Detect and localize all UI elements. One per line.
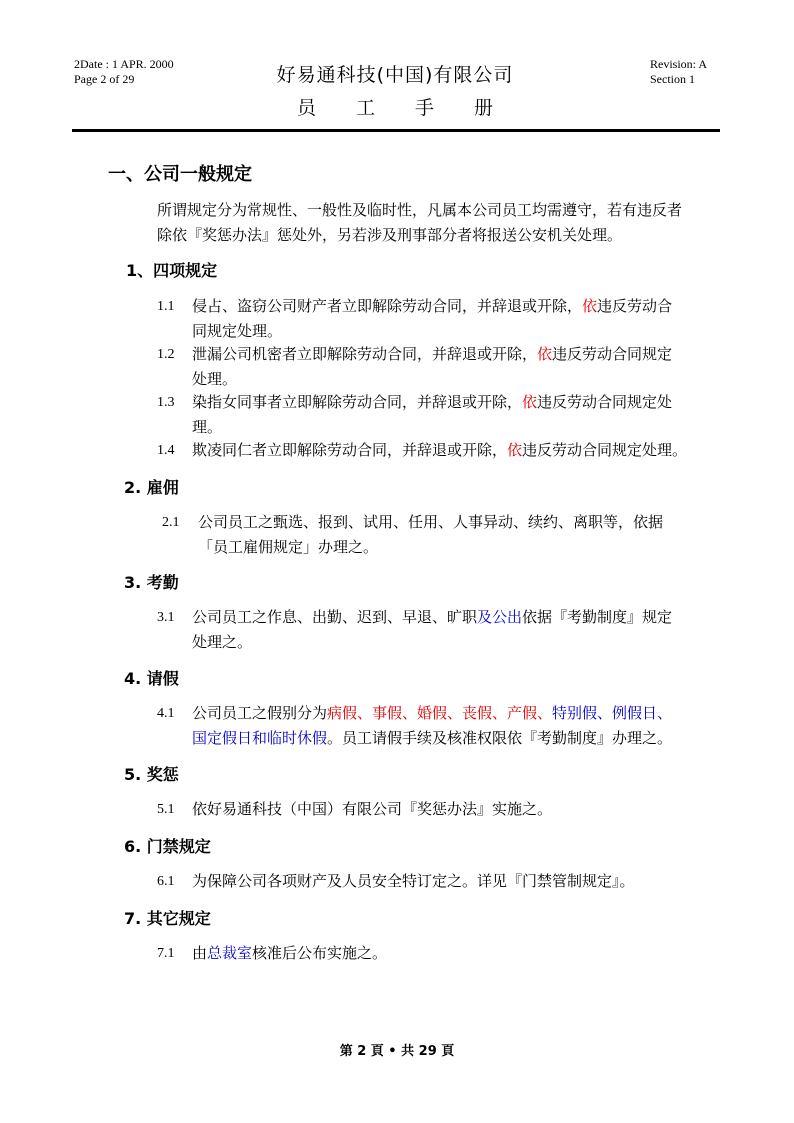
item-text-highlight: 依 bbox=[537, 345, 553, 363]
item-text-part: 依据『考勤制度』规定 bbox=[522, 608, 673, 626]
item-text bbox=[192, 605, 672, 655]
page-footer: 第 2 頁 • 共 29 頁 bbox=[339, 1044, 455, 1059]
intro-line: 所谓规定分为常规性、一般性及临时性，凡属本公司员工均需遵守，若有违反者 bbox=[157, 201, 683, 219]
item-text bbox=[192, 294, 672, 344]
item-text-part: 违反劳动合同规定处理。 bbox=[522, 441, 688, 459]
item-number: 1.3 bbox=[157, 395, 175, 410]
header-page: Page 2 of 29 bbox=[74, 72, 135, 86]
item-number: 1.4 bbox=[157, 443, 175, 458]
header-meta-right bbox=[650, 57, 707, 87]
item-text-line: 同规定处理。 bbox=[192, 322, 283, 340]
item-text-part: 染指女同事者立即解除劳动合同，并辞退或开除， bbox=[192, 393, 523, 411]
header-company-name: 好易通科技(中国)有限公司 bbox=[276, 64, 514, 86]
item-text-part: 核准后公布实施之。 bbox=[252, 944, 388, 962]
item-text-line: 理。 bbox=[192, 418, 223, 436]
item-text: 为保障公司各项财产及人员安全特订定之。详见『门禁管制规定』。 bbox=[192, 872, 635, 890]
item-text-part: 泄漏公司机密者立即解除劳动合同，并辞退或开除， bbox=[192, 345, 538, 363]
header-revision: Revision: A bbox=[650, 57, 708, 71]
item-number: 4.1 bbox=[157, 706, 175, 721]
section-title: 一、公司一般规定 bbox=[108, 164, 252, 185]
intro-line: 除依『奖惩办法』惩处外，另若涉及刑事部分者将报送公安机关处理。 bbox=[157, 226, 623, 244]
item-text-part: 违反劳动合同规定 bbox=[552, 345, 673, 363]
item-number: 3.1 bbox=[157, 610, 175, 625]
item-text-highlight-blue: 国定假日和临时休假 bbox=[192, 729, 328, 747]
item-text bbox=[192, 701, 672, 751]
item-text-part: 违反劳动合 bbox=[597, 297, 673, 315]
item-text-highlight-blue: 特别假、例假日、 bbox=[552, 704, 673, 722]
header-rule bbox=[72, 129, 720, 132]
list-item bbox=[157, 941, 717, 966]
item-text-highlight: 总裁室 bbox=[207, 944, 253, 962]
item-text-line: 处理。 bbox=[192, 370, 238, 388]
manual-char: 册 bbox=[474, 97, 494, 119]
list-item bbox=[157, 869, 717, 894]
subsection-title-7: 7. 其它规定 bbox=[124, 909, 211, 928]
header-manual-title bbox=[200, 93, 590, 120]
subsection-title-6: 6. 门禁规定 bbox=[124, 837, 211, 856]
item-text-part: 公司员工之假别分为 bbox=[192, 704, 328, 722]
subsection-title-4: 4. 请假 bbox=[124, 669, 179, 688]
manual-char: 工 bbox=[355, 97, 375, 119]
intro-paragraph bbox=[157, 198, 717, 248]
item-text-highlight: 及公出 bbox=[477, 608, 523, 626]
item-number: 1.1 bbox=[157, 299, 175, 314]
item-text-highlight: 依 bbox=[507, 441, 523, 459]
item-text bbox=[192, 438, 687, 463]
item-number: 7.1 bbox=[157, 946, 175, 961]
item-number: 5.1 bbox=[157, 802, 175, 817]
item-number: 6.1 bbox=[157, 874, 175, 889]
item-text-part: 。员工请假手续及核准权限依『考勤制度』办理之。 bbox=[327, 729, 673, 747]
header-date: 2Date : 1 APR. 2000 bbox=[74, 57, 174, 71]
item-text bbox=[198, 510, 663, 560]
manual-char: 员 bbox=[296, 97, 316, 119]
item-text: 依好易通科技（中国）有限公司『奖惩办法』实施之。 bbox=[192, 800, 553, 818]
item-text bbox=[192, 941, 387, 966]
list-item bbox=[162, 510, 717, 560]
manual-char: 手 bbox=[415, 97, 435, 119]
item-text-highlight: 依 bbox=[582, 297, 598, 315]
item-text-line: 处理之。 bbox=[192, 633, 253, 651]
list-item bbox=[157, 438, 717, 463]
item-text bbox=[192, 390, 672, 440]
item-text-highlight: 依 bbox=[522, 393, 538, 411]
item-text-part: 公司员工之作息、出勤、迟到、早退、旷职 bbox=[192, 608, 478, 626]
header-meta-left bbox=[74, 57, 174, 87]
list-item bbox=[157, 797, 717, 822]
item-number: 1.2 bbox=[157, 347, 175, 362]
item-text-part: 由 bbox=[192, 944, 208, 962]
item-text-part: 侵占、盗窃公司财产者立即解除劳动合同，并辞退或开除， bbox=[192, 297, 583, 315]
list-item bbox=[157, 390, 717, 440]
item-text bbox=[192, 342, 672, 392]
subsection-title-5: 5. 奖惩 bbox=[124, 765, 179, 784]
item-text-line: 公司员工之甄选、报到、试用、任用、人事异动、续约、离职等，依据 bbox=[198, 513, 664, 531]
item-number: 2.1 bbox=[162, 515, 180, 530]
subsection-title-1: 1、四项规定 bbox=[126, 261, 218, 280]
list-item bbox=[157, 605, 717, 655]
header-section: Section 1 bbox=[650, 72, 695, 86]
list-item bbox=[157, 342, 717, 392]
subsection-title-3: 3. 考勤 bbox=[124, 573, 179, 592]
item-text-part: 欺凌同仁者立即解除劳动合同，并辞退或开除， bbox=[192, 441, 508, 459]
item-text-line: 「员工雇佣规定」办理之。 bbox=[198, 538, 379, 556]
subsection-title-2: 2. 雇佣 bbox=[124, 478, 179, 497]
item-text-highlight-red: 病假、事假、婚假、丧假、产假、 bbox=[327, 704, 553, 722]
list-item bbox=[157, 701, 717, 751]
item-text-part: 违反劳动合同规定处 bbox=[537, 393, 673, 411]
list-item bbox=[157, 294, 717, 344]
